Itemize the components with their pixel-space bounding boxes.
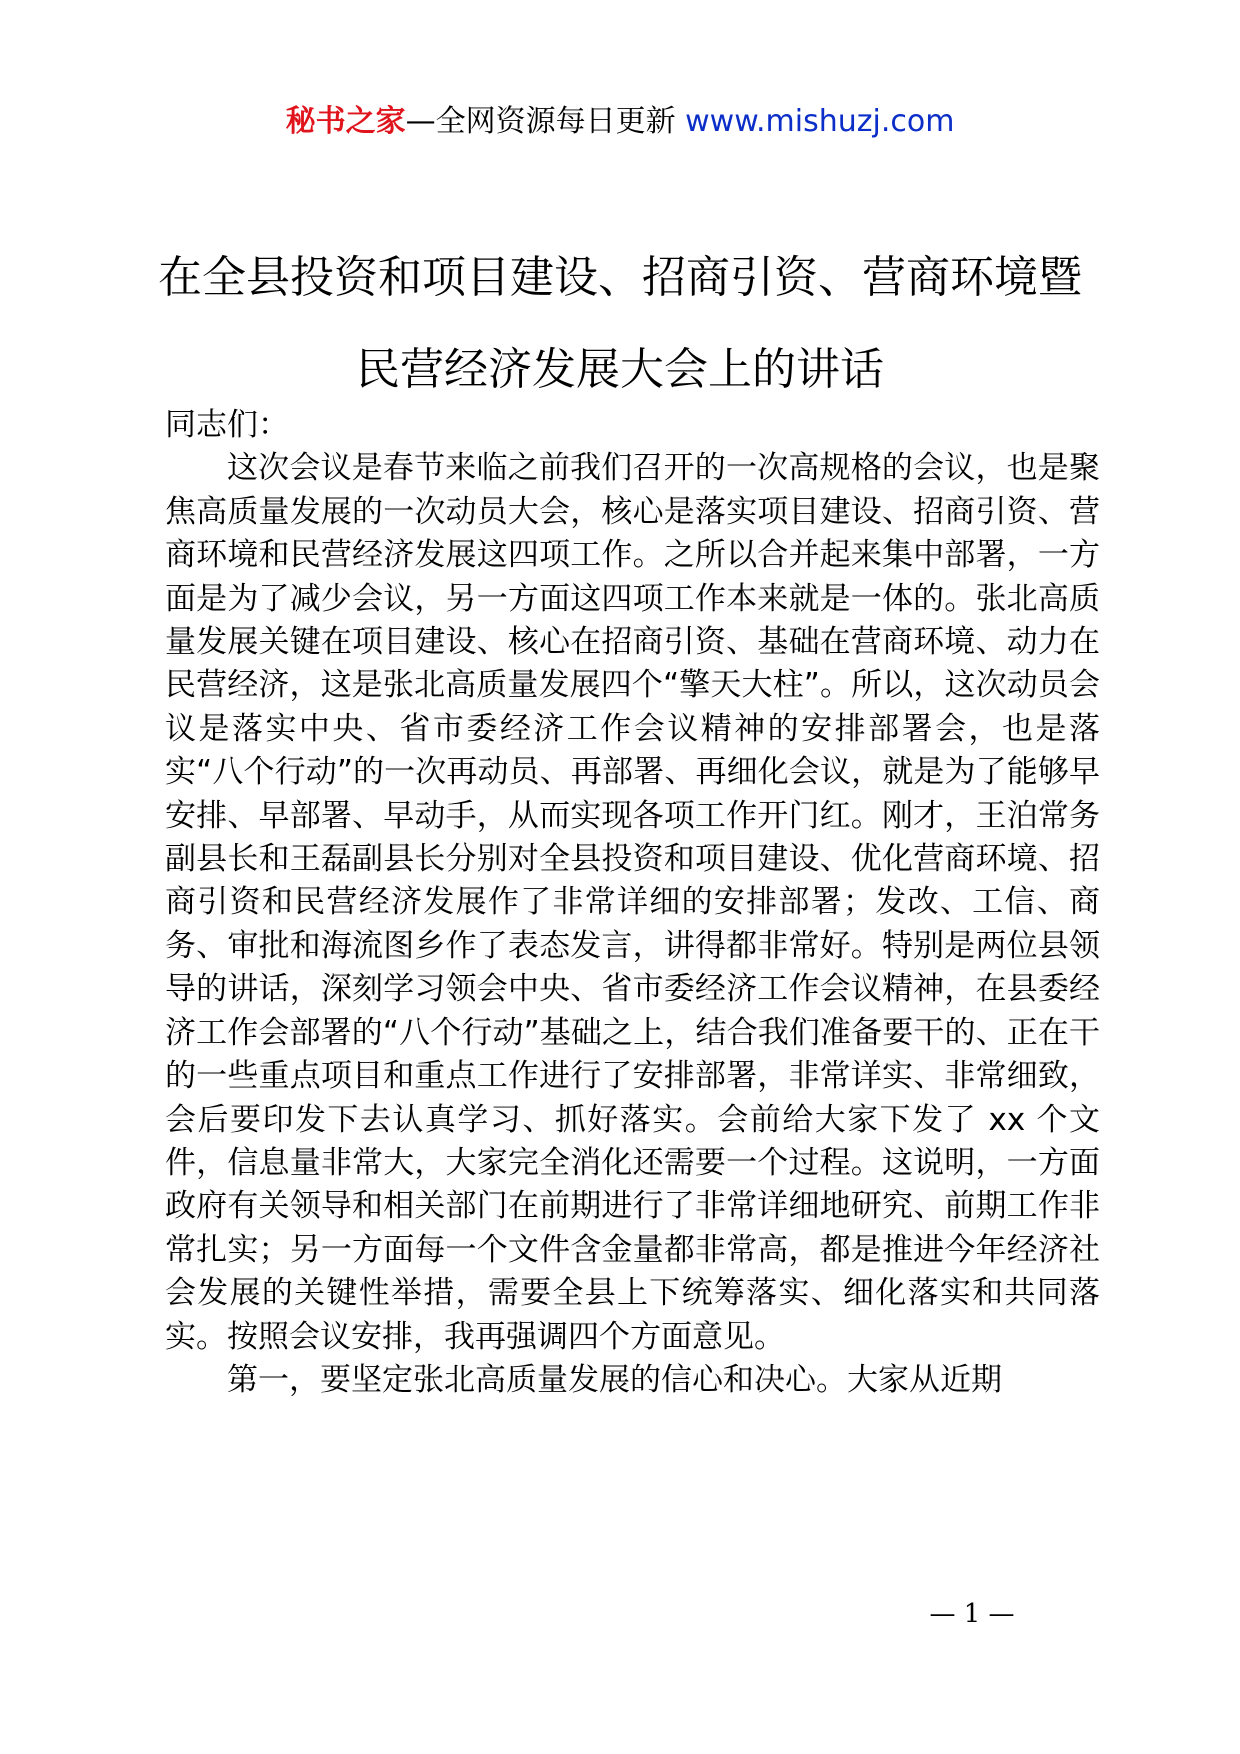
brand-name: 秘书之家	[285, 104, 406, 139]
website-link[interactable]: www.mishuzj.com	[685, 104, 955, 139]
paragraph: 第一，要坚定张北高质量发展的信心和决心。大家从近期	[227, 1361, 1002, 1398]
page-number: — 1 —	[929, 1599, 1015, 1629]
header-tagline: —全网资源每日更新	[405, 104, 686, 139]
document-body	[165, 404, 1100, 1402]
paragraph: 这次会议是春节来临之前我们召开的一次高规格的会议，也是聚焦高质量发展的一次动员大会，核心是落实项目建设、招商引资、营商环境和民营经济发展这四项工作。之所以合并起来集中部署，一方面是为了减少会议，另一方面这四项工作本来就是一体的。张北高质量发展关键在项目建设、核心在招商引资、基础在营商环境、动力在民营经济，这是张北高质量发展四个“擎天大柱”。所以，这次动员会议是落实中央、省市委经济工作会议精神的安排部署会，也是落实“八个行动”的一次再动员、再部署、再细化会议，就是为了能够早安排、早部署、早动手，从而实现各项工作开门红。刚才，王泊常务副县长和王磊副县长分别对全县投资和项目建设、优化营商环境、招商引资和民营经济发展作了非常详细的安排部署；发改、工信、商务、审批和海流图乡作了表态发言，讲得都非常好。特别是两位县领导的讲话，深刻学习领会中央、省市委经济工作会议精神，在县委经济工作会部署的“八个行动”基础之上，结合我们准备要干的、正在干的一些重点项目和重点工作进行了安排部署，非常详实、非常细致，会后要印发下去认真学习、抓好落实。会前给大家下发了 xx 个文件，信息量非常大，大家完全消化还需要一个过程。这说明，一方面政府有关领导和相关部门在前期进行了非常详细地研究、前期工作非常扎实；另一方面每一个文件含金量都非常高，都是推进今年经济社会发展的关键性举措，需要全县上下统筹落实、细化落实和共同落实。按照会议安排，我再强调四个方面意见。	[165, 450, 1100, 1355]
salutation: 同志们：	[165, 407, 289, 443]
site-header	[0, 102, 1240, 142]
document-title: 在全县投资和项目建设、招商引资、营商环境暨民营经济发展大会上的讲话	[158, 252, 1082, 395]
